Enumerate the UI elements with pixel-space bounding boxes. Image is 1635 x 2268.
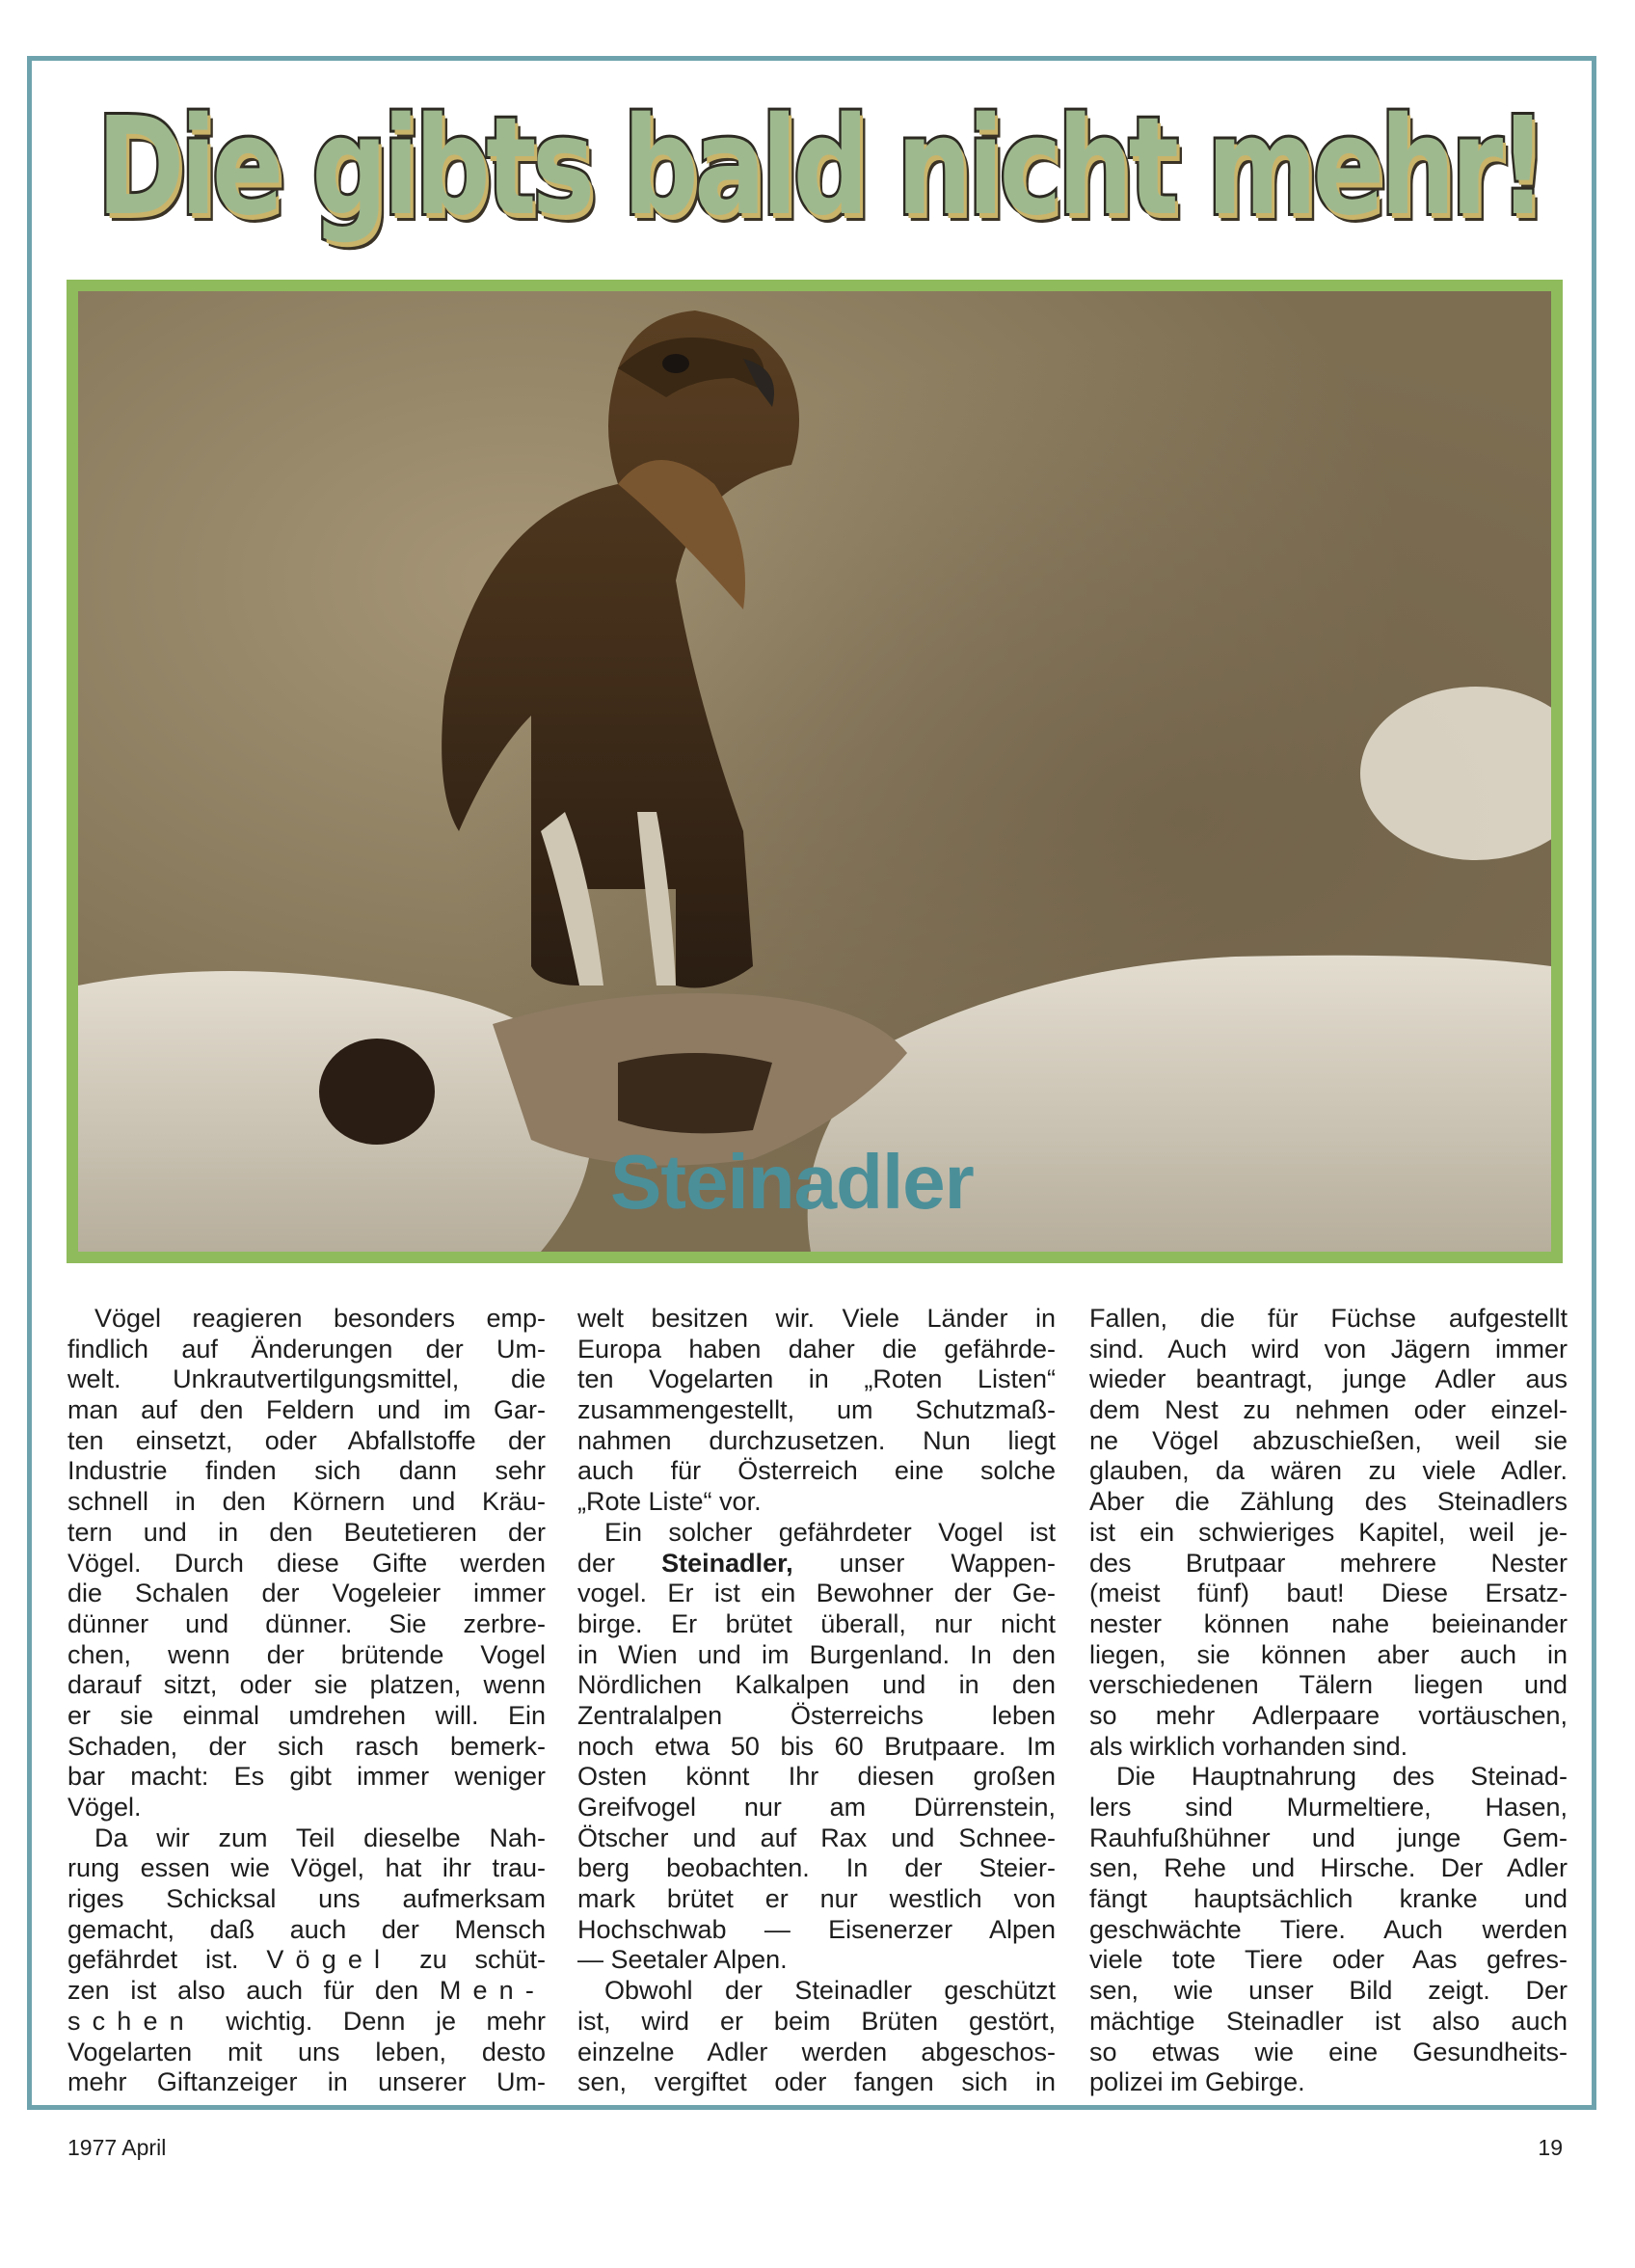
- text-line: [67, 2007, 546, 2038]
- text-run: gemacht, daß auch der Mensch: [67, 1914, 546, 1944]
- text-run: welt. Unkrautvertilgungsmittel, die: [67, 1364, 546, 1394]
- text-line: [577, 1701, 1056, 1732]
- text-run: tern und in den Beutetieren der: [67, 1517, 546, 1547]
- text-run: gefährdet ist.: [67, 1945, 267, 1975]
- text-run: glauben, da wären zu viele Adler.: [1089, 1456, 1568, 1486]
- text-run: vogel. Er ist ein Bewohner der Ge-: [577, 1579, 1056, 1608]
- text-run: ten einsetzt, oder Abfallstoffe der: [67, 1425, 546, 1455]
- text-run: die Schalen der Vogeleier immer: [67, 1579, 546, 1608]
- issue-date: 1977 April: [67, 2135, 167, 2160]
- text-run: man auf den Feldern und im Gar-: [67, 1395, 546, 1425]
- headline: [77, 66, 1562, 270]
- text-run: ne Vögel abzuschießen, weil sie: [1089, 1425, 1568, 1455]
- eagle-photo: [67, 280, 1563, 1263]
- text-run: birge. Er brütet überall, nur nicht: [577, 1608, 1056, 1638]
- text-line: [67, 1335, 546, 1365]
- text-line: [1089, 1853, 1568, 1884]
- text-run: dünner und dünner. Sie zerbre-: [67, 1608, 546, 1638]
- text-run: Europa haben daher die gefährde-: [577, 1334, 1056, 1364]
- text-run: nahmen durchzusetzen. Nun liegt: [577, 1425, 1056, 1455]
- text-line: [67, 1640, 546, 1671]
- text-run: ist ein schwieriges Kapitel, weil je-: [1089, 1517, 1568, 1547]
- text-run: mark brütet er nur westlich von: [577, 1884, 1056, 1914]
- text-line: [67, 1732, 546, 1763]
- text-run: Men-: [439, 1976, 546, 2006]
- text-run: Vögel.: [67, 1793, 142, 1822]
- text-run: ist, wird er beim Brüten gestört,: [577, 2006, 1056, 2036]
- text-run: Obwohl der Steinadler geschützt: [604, 1976, 1056, 2006]
- text-line: [67, 1915, 546, 1946]
- text-line: [1089, 1579, 1568, 1609]
- text-run: des Brutpaar mehrere Nester: [1089, 1548, 1568, 1578]
- text-line: [577, 1945, 1056, 1976]
- text-run: dem Nest zu nehmen oder einzel-: [1089, 1395, 1568, 1425]
- text-line: [1089, 1976, 1568, 2007]
- text-run: rung essen wie Vögel, hat ihr trau-: [67, 1853, 546, 1883]
- text-run: (meist fünf) baut! Diese Ersatz-: [1089, 1579, 1568, 1608]
- text-run: schnell in den Körnern und Kräu-: [67, 1487, 546, 1517]
- bold-term: Steinadler,: [661, 1548, 793, 1578]
- text-run: mehr Giftanzeiger in unserer Um-: [67, 2067, 546, 2097]
- text-line: [67, 2067, 546, 2098]
- text-line: [577, 1640, 1056, 1671]
- text-run: zu schüt-: [391, 1945, 546, 1975]
- text-line: [1089, 1945, 1568, 1976]
- text-line: [1089, 1304, 1568, 1335]
- text-line: [577, 2007, 1056, 2038]
- text-run: sind. Auch wird von Jägern immer: [1089, 1334, 1568, 1364]
- text-run: polizei im Gebirge.: [1089, 2067, 1305, 2097]
- text-line: [67, 1395, 546, 1426]
- text-line: [67, 1518, 546, 1549]
- text-run: findlich auf Änderungen der Um-: [67, 1334, 546, 1364]
- text-run: einzelne Adler werden abgeschos-: [577, 2037, 1056, 2066]
- text-run: berg beobachten. In der Steier-: [577, 1853, 1056, 1883]
- text-run: wieder beantragt, junge Adler aus: [1089, 1364, 1568, 1394]
- text-run: Industrie finden sich dann sehr: [67, 1456, 546, 1486]
- text-run: welt besitzen wir. Viele Länder in: [577, 1304, 1056, 1333]
- text-line: [577, 1335, 1056, 1365]
- text-run: verschiedenen Tälern liegen und: [1089, 1670, 1568, 1700]
- text-line: [1089, 1915, 1568, 1946]
- text-line: [577, 1518, 1056, 1549]
- paragraph: [577, 1518, 1056, 1976]
- text-line: [1089, 1364, 1568, 1395]
- text-line: [67, 1793, 546, 1823]
- text-run: Schaden, der sich rasch bemerk-: [67, 1731, 546, 1761]
- text-line: [577, 1364, 1056, 1395]
- text-line: [1089, 2007, 1568, 2038]
- text-run: zen ist also auch für den: [67, 1976, 440, 2006]
- text-line: [67, 1364, 546, 1395]
- text-line: [1089, 1701, 1568, 1732]
- text-run: er sie einmal umdrehen will. Ein: [67, 1700, 546, 1730]
- text-run: Vogelarten mit uns leben, desto: [67, 2037, 546, 2066]
- text-run: Rauhfußhühner und junge Gem-: [1089, 1822, 1568, 1852]
- text-line: [1089, 1884, 1568, 1915]
- text-line: [1089, 1823, 1568, 1854]
- text-run: darauf sitzt, oder sie platzen, wenn: [67, 1670, 546, 1700]
- text-run: so mehr Adlerpaare vortäuschen,: [1089, 1700, 1568, 1730]
- text-run: Vögel. Durch diese Gifte werden: [67, 1548, 546, 1578]
- text-run: der: [577, 1548, 662, 1578]
- text-run: Vögel reagieren besonders emp-: [94, 1304, 546, 1333]
- text-line: [577, 1732, 1056, 1763]
- text-run: zusammengestellt, um Schutzmaß-: [577, 1395, 1056, 1425]
- paragraph: [577, 1976, 1056, 2098]
- text-line: [577, 1456, 1056, 1487]
- eagle-photo-illustration: [78, 291, 1551, 1252]
- text-line: [1089, 1395, 1568, 1426]
- text-line: [577, 1609, 1056, 1640]
- text-line: [1089, 1762, 1568, 1793]
- text-line: [67, 1426, 546, 1457]
- text-run: unser Wappen-: [792, 1548, 1056, 1578]
- text-line: [577, 1853, 1056, 1884]
- text-line: [67, 1976, 546, 2007]
- text-run: sen, wie unser Bild zeigt. Der: [1089, 1976, 1568, 2006]
- text-line: [577, 1793, 1056, 1823]
- text-line: [67, 1945, 546, 1976]
- text-line: [1089, 1518, 1568, 1549]
- text-line: [1089, 2038, 1568, 2068]
- text-line: [67, 1884, 546, 1915]
- paragraph: [577, 1304, 1056, 1518]
- text-line: [577, 1487, 1056, 1518]
- text-line: [67, 1609, 546, 1640]
- photo-caption: Steinadler: [610, 1139, 974, 1225]
- text-run: liegen, sie können aber auch in: [1089, 1639, 1568, 1669]
- text-line: [1089, 1640, 1568, 1671]
- page-number: 19: [1538, 2135, 1563, 2160]
- text-line: [67, 1456, 546, 1487]
- text-run: Nördlichen Kalkalpen und in den: [577, 1670, 1056, 1700]
- article-column-2: [577, 1304, 1056, 2098]
- text-run: Vögel: [266, 1945, 392, 1975]
- text-run: Ein solcher gefährdeter Vogel ist: [604, 1517, 1056, 1547]
- text-line: [577, 1976, 1056, 2007]
- text-run: als wirklich vorhanden sind.: [1089, 1731, 1408, 1761]
- text-run: schen: [67, 2006, 196, 2036]
- text-run: nester können nahe beieinander: [1089, 1608, 1568, 1638]
- text-run: Greifvogel nur am Dürrenstein,: [577, 1793, 1056, 1822]
- paragraph: [1089, 1762, 1568, 2098]
- text-line: [577, 1304, 1056, 1335]
- text-line: [577, 2038, 1056, 2068]
- text-line: [67, 1549, 546, 1580]
- text-line: [67, 1823, 546, 1854]
- text-line: [577, 1823, 1056, 1854]
- text-line: [67, 1487, 546, 1518]
- text-line: [67, 1304, 546, 1335]
- text-line: [1089, 1609, 1568, 1640]
- text-line: [577, 1762, 1056, 1793]
- text-line: [1089, 1549, 1568, 1580]
- text-line: [1089, 1732, 1568, 1763]
- text-run: riges Schicksal uns aufmerksam: [67, 1884, 546, 1914]
- text-line: [1089, 1487, 1568, 1518]
- text-line: [577, 1549, 1056, 1580]
- text-line: [67, 1701, 546, 1732]
- headline-text: Die gibts bald nicht mehr!: [96, 89, 1542, 246]
- text-run: mächtige Steinadler ist also auch: [1089, 2006, 1568, 2036]
- text-line: [67, 1853, 546, 1884]
- text-line: [67, 1762, 546, 1793]
- text-run: sen, Rehe und Hirsche. Der Adler: [1089, 1853, 1568, 1883]
- text-run: wichtig. Denn je mehr: [195, 2006, 546, 2036]
- text-run: auch für Österreich eine solche: [577, 1456, 1056, 1486]
- text-run: Osten könnt Ihr diesen großen: [577, 1762, 1056, 1792]
- text-line: [1089, 1426, 1568, 1457]
- paragraph: [1089, 1304, 1568, 1762]
- text-line: [577, 2067, 1056, 2098]
- text-run: Fallen, die für Füchse aufgestellt: [1089, 1304, 1568, 1333]
- text-run: fängt hauptsächlich kranke und: [1089, 1884, 1568, 1914]
- text-line: [577, 1915, 1056, 1946]
- text-run: Da wir zum Teil dieselbe Nah-: [94, 1822, 546, 1852]
- article-column-3: [1089, 1304, 1568, 2098]
- paragraph: [67, 1823, 546, 2098]
- text-run: Hochschwab — Eisenerzer Alpen: [577, 1914, 1056, 1944]
- text-run: sen, vergiftet oder fangen sich in: [577, 2067, 1056, 2097]
- text-run: Ötscher und auf Rax und Schnee-: [577, 1822, 1056, 1852]
- text-run: Aber die Zählung des Steinadlers: [1089, 1487, 1568, 1517]
- text-line: [67, 2038, 546, 2068]
- text-line: [577, 1670, 1056, 1701]
- text-run: — Seetaler Alpen.: [577, 1945, 788, 1975]
- text-line: [1089, 1335, 1568, 1365]
- text-run: ten Vogelarten in „Roten Listen“: [577, 1364, 1056, 1394]
- paragraph: [67, 1304, 546, 1823]
- text-run: bar macht: Es gibt immer weniger: [67, 1762, 546, 1792]
- text-line: [577, 1395, 1056, 1426]
- text-line: [577, 1579, 1056, 1609]
- text-run: Die Hauptnahrung des Steinad-: [1116, 1762, 1568, 1792]
- text-run: chen, wenn der brütende Vogel: [67, 1639, 546, 1669]
- text-run: Zentralalpen Österreichs leben: [577, 1700, 1056, 1730]
- text-run: viele tote Tiere oder Aas gefres-: [1089, 1945, 1568, 1975]
- text-line: [1089, 1670, 1568, 1701]
- text-line: [1089, 1793, 1568, 1823]
- text-line: [577, 1884, 1056, 1915]
- text-run: so etwas wie eine Gesundheits-: [1089, 2037, 1568, 2066]
- text-run: lers sind Murmeltiere, Hasen,: [1089, 1793, 1568, 1822]
- text-line: [67, 1579, 546, 1609]
- text-run: in Wien und im Burgenland. In den: [577, 1639, 1056, 1669]
- text-line: [1089, 2067, 1568, 2098]
- text-run: „Rote Liste“ vor.: [577, 1487, 762, 1517]
- text-line: [67, 1670, 546, 1701]
- text-run: noch etwa 50 bis 60 Brutpaare. Im: [577, 1731, 1056, 1761]
- text-line: [577, 1426, 1056, 1457]
- article-column-1: [67, 1304, 546, 2098]
- text-line: [1089, 1456, 1568, 1487]
- text-run: geschwächte Tiere. Auch werden: [1089, 1914, 1568, 1944]
